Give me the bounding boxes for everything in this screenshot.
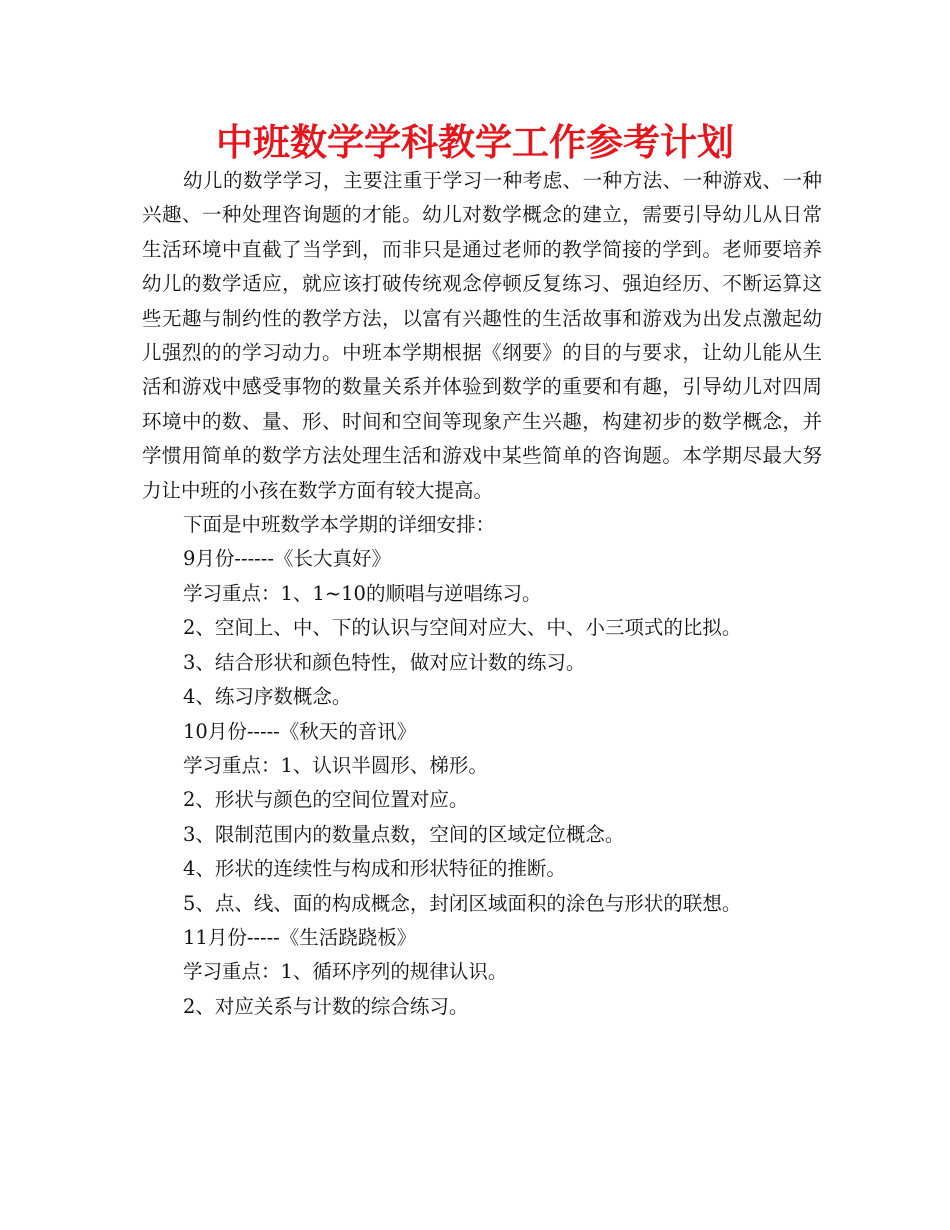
list-item: 学习重点：1、认识半圆形、梯形。 — [183, 753, 488, 777]
list-item: 4、练习序数概念。 — [183, 685, 352, 709]
list-item: 3、限制范围内的数量点数，空间的区域定位概念。 — [183, 822, 625, 846]
document-title: 中班数学学科教学工作参考计划 — [216, 121, 734, 164]
list-item: 2、对应关系与计数的综合练习。 — [183, 994, 469, 1018]
month-heading-september: 9月份------《长大真好》 — [183, 547, 391, 571]
list-item: 2、空间上、中、下的认识与空间对应大、中、小三项式的比拟。 — [183, 616, 742, 640]
list-item: 2、形状与颜色的空间位置对应。 — [183, 788, 469, 812]
list-item: 学习重点：1、循环序列的规律认识。 — [183, 960, 508, 984]
list-item: 学习重点：1、1~10的顺唱与逆唱练习。 — [183, 581, 542, 605]
list-item: 3、结合形状和颜色特性，做对应计数的练习。 — [183, 650, 586, 674]
month-heading-november: 11月份-----《生活跷跷板》 — [183, 925, 417, 949]
month-heading-october: 10月份-----《秋天的音讯》 — [183, 719, 417, 743]
list-item: 5、点、线、面的构成概念，封闭区域面积的涂色与形状的联想。 — [183, 891, 742, 915]
document-body — [142, 164, 822, 1024]
list-item: 4、形状的连续性与构成和形状特征的推断。 — [183, 857, 566, 881]
plan-intro-line: 下面是中班数学本学期的详细安排： — [183, 513, 496, 537]
intro-paragraph: 幼儿的数学学习，主要注重于学习一种考虑、一种方法、一种游戏、一种兴趣、一种处理咨询题的才能。幼儿对数学概念的建立，需要引导幼儿从日常生活环境中直截了当学到，而非只是通过老师的教学简接的学到。老师要培养幼儿的数学适应，就应该打破传统观念停顿反复练习、强迫经历、不断运算这些无趣与制约性的教学方法，以富有兴趣性的生活故事和游戏为出发点激起幼儿强烈的的学习动力。中班本学期根据《纲要》的目的与要求，让幼儿能从生活和游戏中感受事物的数量关系并体验到数学的重要和有趣，引导幼儿对四周环境中的数、量、形、时间和空间等现象产生兴趣，构建初步的数学概念，并学惯用简单的数学方法处理生活和游戏中某些简单的咨询题。本学期尽最大努力让中班的小孩在数学方面有较大提高。 — [142, 169, 822, 502]
